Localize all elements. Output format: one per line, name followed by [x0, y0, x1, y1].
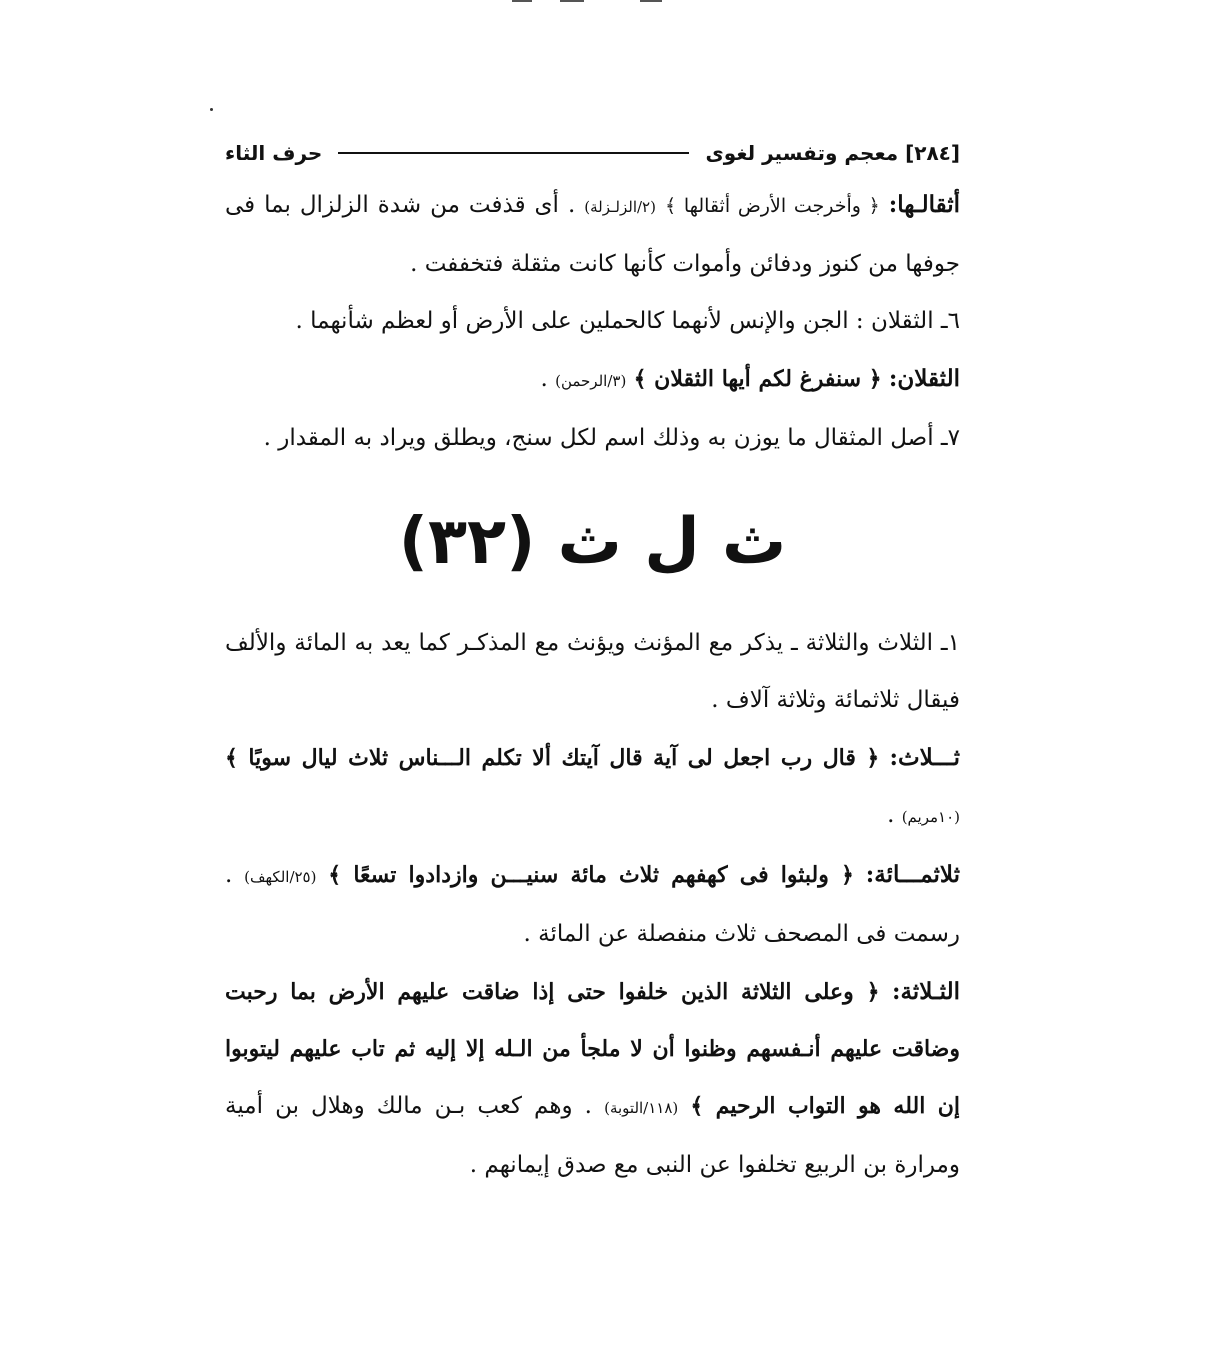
paragraph-thalath	[225, 729, 960, 846]
quran-quote: ﴿ ولبثوا فى كهفهم ثلاث مائة سنيـــن وازدادوا تسعًا ﴾	[328, 862, 854, 888]
paragraph-text: . رسمت فى المصحف ثلاث منفصلة عن المائة .	[225, 862, 960, 947]
verse-reference: (٢/الزلـزلة)	[584, 198, 656, 216]
verse-reference: (١٠مريم)	[901, 808, 960, 826]
term-thaqalan: الثقلان:	[888, 365, 960, 392]
paragraph-thalath-def: ١ـ الثلاث والثلاثة ـ يذكر مع المؤنث ويؤنث مع المذكـر كما يعد به المائة والألف فيقال ثلاثمائة وثلاثة آلاف .	[225, 630, 960, 713]
verse-reference: (٢٥/الكهف)	[244, 868, 317, 886]
scan-speck	[210, 108, 213, 111]
term-thalathah: الثـلاثة:	[891, 978, 961, 1005]
quran-quote: ﴿ وعلى الثلاثة الذين خلفوا حتى إذا ضاقت عليهم الأرض بما رحبت وضاقت عليهم أنـفسهم وظنوا أن لا ملجأ من الـله إلا إليه ثم تاب عليهم ليتوبوا إن الله هو التواب الرحيم ﴾	[225, 979, 961, 1119]
scan-mark-3	[640, 0, 662, 2]
paragraph-thaqalan-def: ٦ـ الثقلان : الجن والإنس لأنهما كالحملين على الأرض أو لعظم شأنهما .	[295, 308, 960, 334]
period: .	[540, 366, 548, 392]
paragraph-text: . وهم كعب بـن مالك وهلال بن أمية ومرارة بن الربيع تخلفوا عن النبى مع صدق إيمانهم .	[225, 1093, 960, 1178]
verse-reference: (١١٨/التوبة)	[604, 1099, 679, 1117]
term-thalathumiah: ثلاثمـــائة:	[865, 861, 961, 888]
paragraph-mithqal: ٧ـ أصل المثقال ما يوزن به وذلك اسم لكل سنج، ويطلق ويراد به المقدار .	[263, 425, 960, 451]
quran-quote: ﴿ وأخرجت الأرض أثقالها ﴾	[664, 195, 880, 217]
paragraph-thalathah	[225, 963, 960, 1194]
paragraph-athqaluha	[225, 176, 960, 293]
paragraph-thalathumiah	[225, 846, 960, 963]
scan-mark-1	[512, 0, 532, 2]
quran-quote: ﴿ سنفرغ لكم أيها الثقلان ﴾	[633, 366, 882, 392]
page-number: [٢٨٤]	[905, 141, 960, 165]
quran-quote: ﴿ قال رب اجعل لى آية قال آيتك ألا تكلم الـــناس ثلاث ليال سويًا ﴾	[225, 745, 880, 771]
document-page	[225, 130, 960, 1194]
running-header	[225, 130, 960, 176]
section-name: حرف الثاء	[225, 141, 323, 165]
header-title-group	[705, 141, 960, 165]
verse-reference: (٣/الرحمن)	[555, 372, 627, 390]
book-title: معجم وتفسير لغوى	[705, 141, 899, 165]
section-heading: ث ل ث (٣٢)	[398, 505, 787, 579]
term-athqaluha: أثقالـها:	[888, 191, 961, 218]
header-rule	[338, 152, 689, 154]
term-thalath: ثـــلاث:	[889, 744, 961, 771]
period: .	[887, 802, 895, 828]
paragraph-thaqalan-quote	[225, 350, 960, 410]
paragraph-text: . أى قذفت من شدة الزلزال بما فى جوفها من كنوز ودفائن وأموات كأنها كانت مثقلة فتخففت .	[225, 192, 960, 277]
scan-mark-2	[560, 0, 584, 2]
